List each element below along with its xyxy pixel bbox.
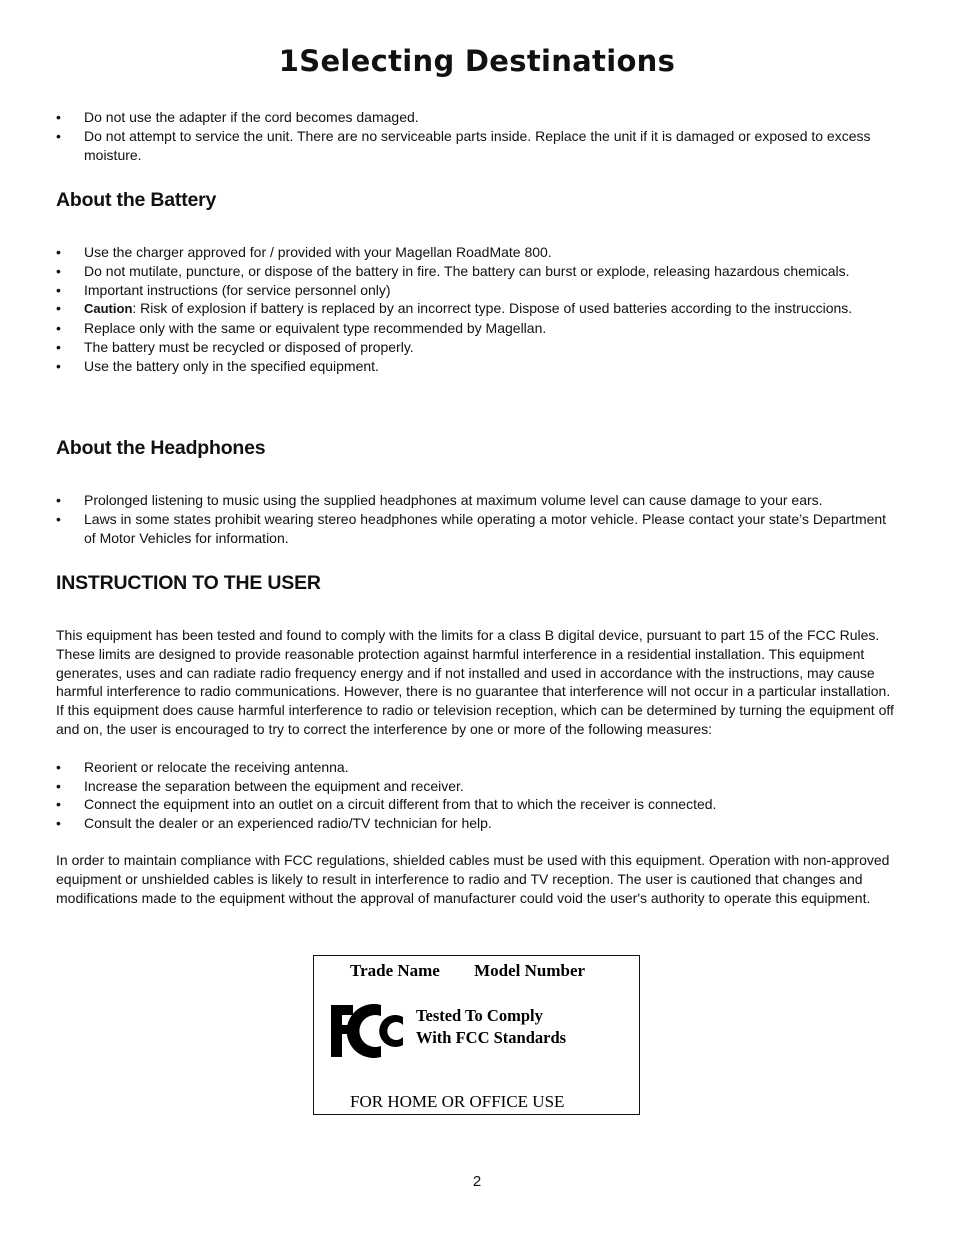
list-item: • Increase the separation between the equipment and receiver. [56,777,896,796]
list-item: • Reorient or relocate the receiving antenna. [56,758,896,777]
list-item: • The battery must be recycled or disposed of properly. [56,338,896,357]
caution-list-item [56,299,896,319]
adapter-section [56,108,896,164]
headphones-heading: About the Headphones [56,437,266,459]
list-item: • Use the charger approved for / provided with your Magellan RoadMate 800. [56,243,896,262]
headphones-bullet-list [56,491,896,547]
adapter-bullet-list [56,108,896,164]
page-title: 1Selecting Destinations [278,44,676,78]
battery-section [56,243,896,376]
instruction-heading: INSTRUCTION TO THE USER [56,572,321,594]
caution-text: : Risk of explosion if battery is replaced by an incorrect type. Dispose of used batteries according to the instruccions. [132,300,853,317]
measures-bullet-list [56,758,896,833]
list-item: • Important instructions (for service personnel only) [56,281,896,300]
headphones-section [56,491,896,547]
list-item: • Do not mutilate, puncture, or dispose of the battery in fire. The battery can burst or explode, releasing hazardous chemicals. [56,262,896,281]
list-item: • Consult the dealer or an experienced radio/TV technician for help. [56,814,896,833]
list-item: • Connect the equipment into an outlet on a circuit different from that to which the receiver is connected. [56,795,896,814]
list-item: • Use the battery only in the specified equipment. [56,357,896,376]
page-number: 2 [472,1173,482,1190]
compliance-paragraph: In order to maintain compliance with FCC regulations, shielded cables must be used with this equipment. Operation with non-approved equipment or unshielded cables is likely to result in interference to radio and TV reception. The user is cautioned that changes and modifications made to the equipment without the approval of manufacturer could void the user's authority to operate this equipment. [56,851,890,906]
caution-label: Caution [84,301,133,317]
list-item: • Prolonged listening to music using the supplied headphones at maximum volume level can cause damage to your ears. [56,491,896,510]
battery-bullet-list [56,243,896,376]
instruction-paragraph: This equipment has been tested and found to comply with the limits for a class B digital device, pursuant to part 15 of the FCC Rules. These limits are designed to provide reasonable protection against harmful interference in a residential installation. This equipment generates, uses and can radiate radio frequency energy and if not installed and used in accordance with the instructions, may cause harmful interference to radio communications. However, there is no guarantee that interference will not occur in a particular installation. If this equipment does cause harmful interference to radio or television reception, which can be determined by turning the equipment off and on, the user is encouraged to try to correct the interference by one or more of the following measures: [56,627,894,737]
fcc-tested-text [416,1005,566,1049]
trade-name-label: Trade Name [350,961,440,980]
list-item: • Do not use the adapter if the cord becomes damaged. [56,108,896,127]
list-item: • Laws in some states prohibit wearing stereo headphones while operating a motor vehicle. Please contact your state’s Department of Motor Vehicles for information. [56,510,896,548]
tested-line-1: Tested To Comply [416,1006,543,1025]
fcc-label-header [350,961,585,981]
list-item: • Replace only with the same or equivalent type recommended by Magellan. [56,319,896,338]
list-item: • Do not attempt to service the unit. There are no serviceable parts inside. Replace the unit if it is damaged or exposed to excess moisture. [56,127,896,165]
instruction-section [56,626,896,907]
tested-line-2: With FCC Standards [416,1028,567,1047]
fcc-label-box [313,955,640,1115]
fcc-logo-icon [331,1003,405,1059]
battery-heading: About the Battery [56,189,217,211]
home-office-use-label: FOR HOME OR OFFICE USE [350,1092,565,1111]
model-number-label: Model Number [474,961,586,980]
